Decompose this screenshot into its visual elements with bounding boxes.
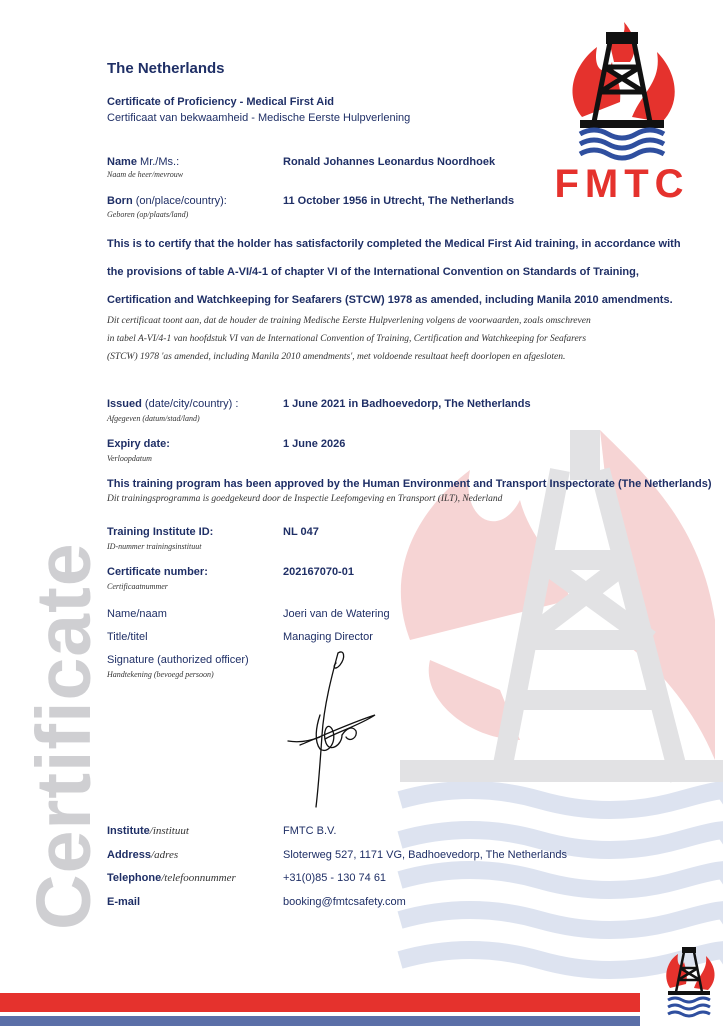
certificate-title-en: Certificate of Proficiency - Medical First Aid (107, 96, 334, 108)
telephone-label-nl: /telefoonnummer (161, 872, 236, 884)
telephone-label-strong: Telephone (107, 872, 162, 884)
signature-label: Signature (authorized officer) (107, 654, 249, 666)
institute-label-strong: Institute (107, 825, 150, 837)
statement-line: the provisions of table A-VI/4-1 of chapter VI of the International Convention on Standards of Training, (107, 266, 639, 278)
fmtc-logo-text: FMTC (554, 162, 690, 202)
name-label-suffix: Mr./Ms.: (136, 156, 180, 168)
born-label-strong: Born (107, 195, 133, 207)
address-value: Sloterweg 527, 1171 VG, Badhoevedorp, The Netherlands (283, 849, 567, 861)
telephone-label (107, 872, 236, 884)
statement-nl-line: (STCW) 1978 'as amended, including Manila 2010 amendments', met voldoende resultaat heeft doorlopen en afgesloten. (107, 352, 566, 362)
expiry-label-nl: Verloopdatum (107, 454, 152, 463)
born-label-suffix: (on/place/country): (132, 195, 227, 207)
address-label (107, 849, 178, 861)
institute-value: FMTC B.V. (283, 825, 337, 837)
certificate-number-label: Certificate number: (107, 566, 208, 578)
approval-nl: Dit trainingsprogramma is goedgekeurd door de Inspectie Leefomgeving en Transport (ILT), Nederland (107, 494, 503, 504)
statement-nl (107, 312, 719, 366)
name-label (107, 156, 179, 168)
footer-red-bar (0, 993, 640, 1012)
issued-value: 1 June 2021 in Badhoevedorp, The Netherlands (283, 398, 531, 410)
certificate-title-nl: Certificaat van bekwaamheid - Medische Eerste Hulpverlening (107, 112, 411, 124)
institute-label (107, 825, 189, 837)
footer-blue-bar (0, 1016, 640, 1026)
officer-title-label: Title/titel (107, 631, 148, 643)
issued-label-suffix: (date/city/country) : (141, 398, 239, 410)
address-label-strong: Address (107, 849, 152, 861)
born-value: 11 October 1956 in Utrecht, The Netherlands (283, 195, 515, 207)
certificate-number-label-nl: Certificaatnummer (107, 582, 168, 591)
approval-en: This training program has been approved by the Human Environment and Transport Inspectorate (The Netherlands) (107, 478, 712, 490)
issued-label-strong: Issued (107, 398, 142, 410)
issued-label (107, 398, 238, 410)
officer-name-value: Joeri van de Watering (283, 608, 390, 620)
address-label-nl: /adres (151, 849, 179, 861)
watermark-wordmark: Certificate (21, 542, 107, 930)
issued-label-nl: Afgegeven (datum/stad/land) (107, 414, 200, 423)
telephone-value: +31(0)85 - 130 74 61 (283, 872, 387, 884)
officer-title-value: Managing Director (283, 631, 373, 643)
signature-image (280, 645, 390, 815)
institute-id-value: NL 047 (283, 526, 319, 538)
email-value[interactable]: booking@fmtcsafety.com (283, 896, 406, 908)
statement-line: Certification and Watchkeeping for Seafarers (STCW) 1978 as amended, including Manila 2010 amendments. (107, 294, 673, 306)
institute-id-label-nl: ID-nummer trainingsinstituut (107, 542, 202, 551)
certificate-number-value: 202167070-01 (283, 566, 354, 578)
email-label: E-mail (107, 896, 141, 908)
fmtc-small-logo (658, 944, 720, 1026)
statement-line: This is to certify that the holder has satisfactorily completed the Medical First Aid training, in accordance with (107, 238, 681, 250)
statement-nl-line: in tabel A-VI/4-1 van hoofdstuk VI van de International Convention of Training, Certification and Watchkeeping for Seafarers (107, 334, 587, 344)
holder-name: Ronald Johannes Leonardus Noordhoek (283, 156, 496, 168)
signature-label-nl: Handtekening (bevoegd persoon) (107, 670, 214, 679)
country-title: The Netherlands (107, 60, 225, 77)
expiry-value: 1 June 2026 (283, 438, 346, 450)
statement-nl-line: Dit certificaat toont aan, dat de houder de training Medische Eerste Hulpverlening volgens de voorwaarden, zoals omschreven (107, 316, 591, 326)
name-label-nl: Naam de heer/mevrouw (107, 170, 184, 179)
expiry-label: Expiry date: (107, 438, 170, 450)
born-label (107, 195, 227, 207)
fmtc-logo (552, 22, 692, 202)
statement-en (107, 230, 717, 314)
name-label-strong: Name (107, 156, 137, 168)
institute-id-label: Training Institute ID: (107, 526, 214, 538)
born-label-nl: Geboren (op/plaats/land) (107, 210, 189, 219)
officer-name-label: Name/naam (107, 608, 167, 620)
institute-label-nl: /instituut (149, 825, 189, 837)
